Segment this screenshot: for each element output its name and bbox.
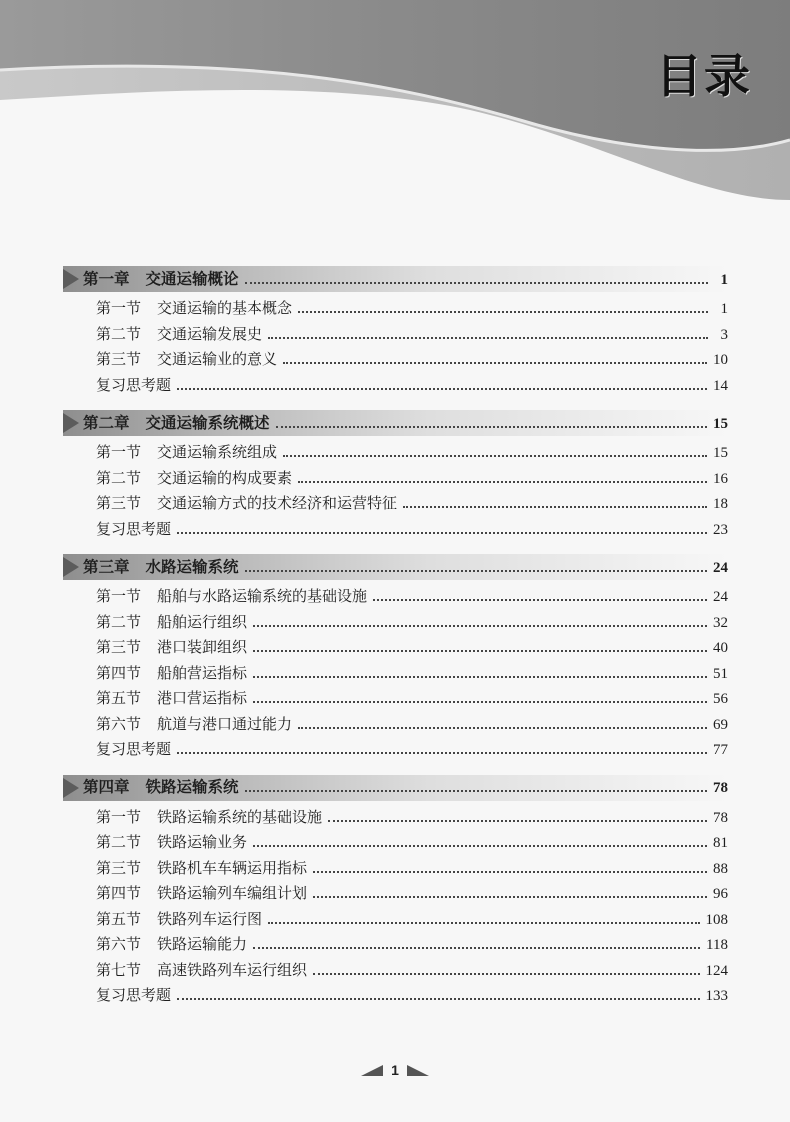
section-page: 69 <box>713 716 728 733</box>
section-title: 船舶运行组织 <box>157 612 248 631</box>
section-number: 第四节 <box>96 663 142 682</box>
section-page: 108 <box>705 911 728 928</box>
section-page: 16 <box>713 470 728 487</box>
review-questions-entry[interactable] <box>63 737 728 763</box>
section-list <box>63 296 728 398</box>
section-entry[interactable] <box>63 661 728 687</box>
section-number: 第三节 <box>96 638 142 657</box>
section-title: 交通运输的构成要素 <box>157 468 293 487</box>
dot-leader <box>253 700 707 703</box>
chapter-arrow-icon <box>63 269 79 289</box>
section-title: 铁路机车车辆运用指标 <box>157 858 308 877</box>
chapter-number: 第四章 <box>83 777 130 796</box>
section-entry[interactable] <box>63 584 728 610</box>
section-page: 124 <box>705 962 728 979</box>
section-list <box>63 805 728 1009</box>
section-number: 第一节 <box>96 587 142 606</box>
chapter-heading[interactable] <box>63 410 728 436</box>
dot-leader <box>245 789 707 792</box>
dot-leader <box>245 569 707 572</box>
dot-leader <box>177 751 707 754</box>
section-number: 第二节 <box>96 468 142 487</box>
review-page: 77 <box>713 742 728 759</box>
section-entry[interactable] <box>63 932 728 958</box>
section-entry[interactable] <box>63 686 728 712</box>
section-title: 航道与港口通过能力 <box>157 714 293 733</box>
section-number: 第四节 <box>96 884 142 903</box>
section-page: 56 <box>713 691 728 708</box>
section-entry[interactable] <box>63 635 728 661</box>
section-page: 81 <box>713 835 728 852</box>
chapter-block <box>63 266 728 398</box>
chapter-title: 交通运输系统概述 <box>145 412 270 432</box>
dot-leader <box>177 997 699 1000</box>
section-title: 高速铁路列车运行组织 <box>157 960 308 979</box>
dot-leader <box>177 531 707 534</box>
section-page: 96 <box>713 886 728 903</box>
dot-leader <box>403 505 707 508</box>
dot-leader <box>328 819 707 822</box>
review-title: 复习思考题 <box>96 986 172 1005</box>
section-page: 88 <box>713 860 728 877</box>
chapter-page: 1 <box>720 271 728 288</box>
section-number: 第五节 <box>96 909 142 928</box>
chapter-page: 78 <box>713 780 728 796</box>
dot-leader <box>245 281 708 284</box>
section-number: 第一节 <box>96 299 142 318</box>
chapter-heading[interactable] <box>63 775 728 801</box>
chapter-title: 交通运输概论 <box>145 268 239 288</box>
section-entry[interactable] <box>63 958 728 984</box>
section-number: 第三节 <box>96 858 142 877</box>
section-page: 51 <box>713 665 728 682</box>
review-page: 23 <box>713 521 728 538</box>
section-number: 第二节 <box>96 833 142 852</box>
section-entry[interactable] <box>63 830 728 856</box>
section-entry[interactable] <box>63 610 728 636</box>
chapter-block <box>63 775 728 1009</box>
dot-leader <box>276 425 707 428</box>
section-title: 交通运输业的意义 <box>157 350 278 369</box>
dot-leader <box>253 946 700 949</box>
section-number: 第一节 <box>96 807 142 826</box>
chapter-title: 水路运输系统 <box>145 556 239 576</box>
section-entry[interactable] <box>63 805 728 831</box>
dot-leader <box>177 387 707 390</box>
section-title: 铁路运输能力 <box>157 935 248 954</box>
review-page: 14 <box>713 377 728 394</box>
dot-leader <box>313 895 707 898</box>
page-footer <box>0 1062 790 1078</box>
dot-leader <box>268 921 699 924</box>
section-number: 第三节 <box>96 350 142 369</box>
section-title: 交通运输发展史 <box>157 324 263 343</box>
section-number: 第六节 <box>96 935 142 954</box>
section-entry[interactable] <box>63 440 728 466</box>
review-questions-entry[interactable] <box>63 373 728 399</box>
section-title: 铁路列车运行图 <box>157 909 263 928</box>
section-number: 第二节 <box>96 612 142 631</box>
dot-leader <box>313 972 699 975</box>
section-title: 船舶营运指标 <box>157 663 248 682</box>
section-title: 港口装卸组织 <box>157 638 248 657</box>
section-entry[interactable] <box>63 466 728 492</box>
dot-leader <box>298 480 707 483</box>
section-title: 港口营运指标 <box>157 689 248 708</box>
chapter-number: 第一章 <box>83 268 130 288</box>
review-title: 复习思考题 <box>96 375 172 394</box>
section-number: 第一节 <box>96 443 142 462</box>
header-wave-background <box>0 0 790 230</box>
dot-leader <box>253 675 707 678</box>
chapter-number: 第三章 <box>83 556 130 576</box>
section-page: 24 <box>713 589 728 606</box>
section-page: 15 <box>713 445 728 462</box>
review-title: 复习思考题 <box>96 740 172 759</box>
chapter-arrow-icon <box>63 557 79 577</box>
section-page: 118 <box>706 937 728 954</box>
section-number: 第五节 <box>96 689 142 708</box>
dot-leader <box>283 361 707 364</box>
review-questions-entry[interactable] <box>63 517 728 543</box>
section-page: 10 <box>713 352 728 369</box>
dot-leader <box>298 310 708 313</box>
page-number: 1 <box>391 1062 399 1078</box>
section-page: 3 <box>720 326 728 343</box>
section-page: 78 <box>713 809 728 826</box>
section-entry[interactable] <box>63 491 728 517</box>
dot-leader <box>268 336 708 339</box>
review-questions-entry[interactable] <box>63 983 728 1009</box>
dot-leader <box>298 726 707 729</box>
section-page: 1 <box>720 301 728 318</box>
section-title: 交通运输系统组成 <box>157 443 278 462</box>
chapter-heading[interactable] <box>63 266 728 292</box>
dot-leader <box>313 870 707 873</box>
section-title: 交通运输的基本概念 <box>157 299 293 318</box>
chapter-page: 24 <box>713 559 728 576</box>
dot-leader <box>283 454 707 457</box>
chapter-block <box>63 554 728 763</box>
section-entry[interactable] <box>63 296 728 322</box>
right-triangle-icon <box>407 1065 429 1076</box>
dot-leader <box>373 598 707 601</box>
section-entry[interactable] <box>63 347 728 373</box>
section-title: 铁路运输系统的基础设施 <box>157 807 323 826</box>
section-title: 交通运输方式的技术经济和运营特征 <box>157 494 398 513</box>
section-entry[interactable] <box>63 907 728 933</box>
review-page: 133 <box>705 988 728 1005</box>
review-title: 复习思考题 <box>96 519 172 538</box>
page-title: 目录 <box>656 49 752 103</box>
chapter-arrow-icon <box>63 413 79 433</box>
chapter-number: 第二章 <box>83 412 130 432</box>
section-title: 船舶与水路运输系统的基础设施 <box>157 587 368 606</box>
chapter-page: 15 <box>713 415 728 432</box>
section-page: 18 <box>713 496 728 513</box>
section-number: 第六节 <box>96 714 142 733</box>
section-page: 32 <box>713 614 728 631</box>
section-page: 40 <box>713 640 728 657</box>
dot-leader <box>253 624 707 627</box>
section-list <box>63 584 728 763</box>
chapter-block <box>63 410 728 542</box>
chapter-arrow-icon <box>63 778 79 798</box>
section-entry[interactable] <box>63 712 728 738</box>
section-entry[interactable] <box>63 856 728 882</box>
section-title: 铁路运输业务 <box>157 833 248 852</box>
section-number: 第三节 <box>96 494 142 513</box>
chapter-title: 铁路运输系统 <box>145 777 239 796</box>
dot-leader <box>253 844 707 847</box>
section-entry[interactable] <box>63 322 728 348</box>
section-number: 第七节 <box>96 960 142 979</box>
section-number: 第二节 <box>96 324 142 343</box>
chapter-heading[interactable] <box>63 554 728 580</box>
section-entry[interactable] <box>63 881 728 907</box>
section-title: 铁路运输列车编组计划 <box>157 884 308 903</box>
section-list <box>63 440 728 542</box>
dot-leader <box>253 649 707 652</box>
left-triangle-icon <box>361 1065 383 1076</box>
table-of-contents <box>63 266 728 1021</box>
